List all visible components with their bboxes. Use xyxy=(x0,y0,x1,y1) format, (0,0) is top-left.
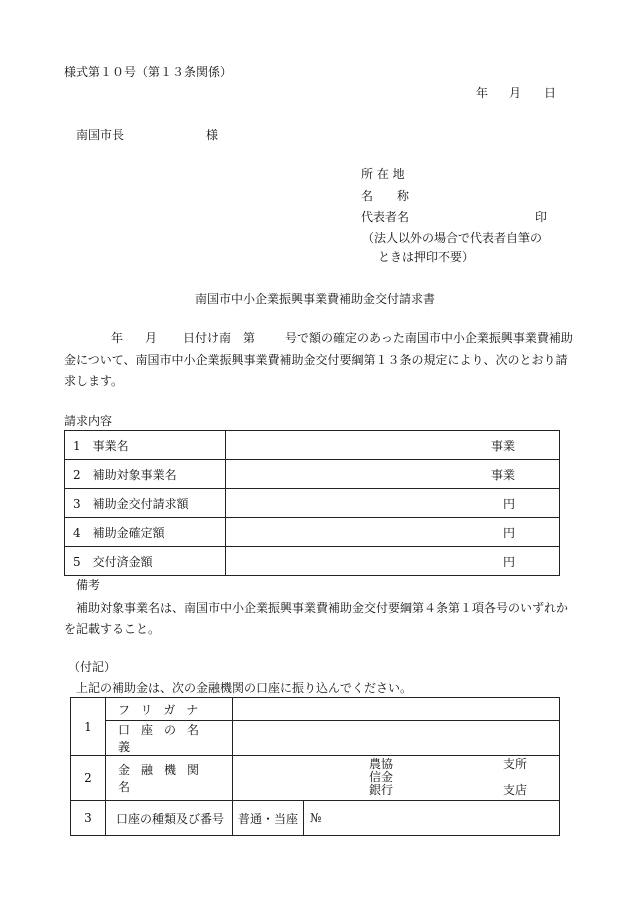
bank-name-label: 金融機関名 xyxy=(106,756,233,801)
furigana-field[interactable] xyxy=(233,698,560,721)
table-row xyxy=(65,431,560,460)
bank-type-bank: 銀行 xyxy=(369,783,394,797)
account-type-select[interactable]: 普通・当座 xyxy=(233,801,304,836)
branch-type-shiten: 支店 xyxy=(503,783,528,797)
body-month: 月 xyxy=(145,331,158,345)
table-row xyxy=(65,547,560,576)
form-number: 様式第１０号（第１３条関係） xyxy=(64,65,233,79)
row-number: 2 xyxy=(71,756,106,801)
remarks-line2: を記載すること。 xyxy=(64,622,161,636)
date-year: 年 xyxy=(476,86,489,100)
body-line2: 金について、南国市中小企業振興事業費補助金交付要綱第１３条の規定により、次のとおり請 xyxy=(64,353,568,367)
row-number: 1 xyxy=(71,698,106,756)
body-line1-rest: 号で額の確定のあった南国市中小企業振興事業費補助 xyxy=(285,331,573,345)
claim-table xyxy=(64,430,560,576)
claim-value-field[interactable]: 円 xyxy=(225,518,560,547)
claim-label: 1 事業名 xyxy=(65,431,226,460)
table-row xyxy=(71,698,560,721)
remarks-line1: 補助対象事業名は、南国市中小企業振興事業費補助金交付要綱第４条第１項各号のいずれか xyxy=(76,601,569,615)
furigana-label: フリガナ xyxy=(106,698,233,721)
account-name-field[interactable] xyxy=(233,721,560,756)
bank-type-shinkin: 信金 xyxy=(369,770,394,784)
table-row xyxy=(71,801,560,836)
claim-value-field[interactable]: 事業 xyxy=(225,460,560,489)
account-name-label: 口座の名義 xyxy=(106,721,233,756)
date-day: 日 xyxy=(544,86,557,100)
branch-type-shisho: 支所 xyxy=(503,757,528,771)
claim-label: 2 補助対象事業名 xyxy=(65,460,226,489)
bank-name-field[interactable] xyxy=(233,756,560,801)
claim-value-field[interactable]: 円 xyxy=(225,547,560,576)
claim-label: 5 交付済金額 xyxy=(65,547,226,576)
table-row xyxy=(65,460,560,489)
appendix-heading: （付記） xyxy=(68,660,117,674)
remarks-heading: 備考 xyxy=(76,578,101,592)
representative-label: 代表者名 xyxy=(361,210,410,224)
document-title: 南国市中小企業振興事業費補助金交付請求書 xyxy=(195,292,436,306)
claim-value-field[interactable]: 事業 xyxy=(225,431,560,460)
address-label: 所 在 地 xyxy=(361,167,405,181)
name-label: 名 称 xyxy=(361,189,410,203)
body-year: 年 xyxy=(111,331,124,345)
table-row xyxy=(71,721,560,756)
addressee-name: 南国市長 xyxy=(76,128,125,142)
addressee-honorific: 様 xyxy=(206,128,219,142)
table-row xyxy=(71,756,560,801)
signature-note-line1: （法人以外の場合で代表者自筆の xyxy=(362,231,543,245)
account-type-label: 口座の種類及び番号 xyxy=(106,801,233,836)
account-number-field[interactable]: № xyxy=(304,801,560,836)
date-month: 月 xyxy=(509,86,522,100)
claim-value-field[interactable]: 円 xyxy=(225,489,560,518)
signature-note-line2: ときは押印不要） xyxy=(378,250,475,264)
body-date-ref: 日付け南 第 xyxy=(183,331,256,345)
claim-label: 4 補助金確定額 xyxy=(65,518,226,547)
row-number: 3 xyxy=(71,801,106,836)
bank-account-table xyxy=(70,697,560,836)
seal-mark: 印 xyxy=(535,210,548,224)
bank-type-agri: 農協 xyxy=(369,757,394,771)
appendix-intro: 上記の補助金は、次の金融機関の口座に振り込んでください。 xyxy=(76,681,413,695)
claim-heading: 請求内容 xyxy=(64,414,113,428)
table-row xyxy=(65,518,560,547)
claim-label: 3 補助金交付請求額 xyxy=(65,489,226,518)
table-row xyxy=(65,489,560,518)
body-line3: 求します。 xyxy=(64,374,124,388)
